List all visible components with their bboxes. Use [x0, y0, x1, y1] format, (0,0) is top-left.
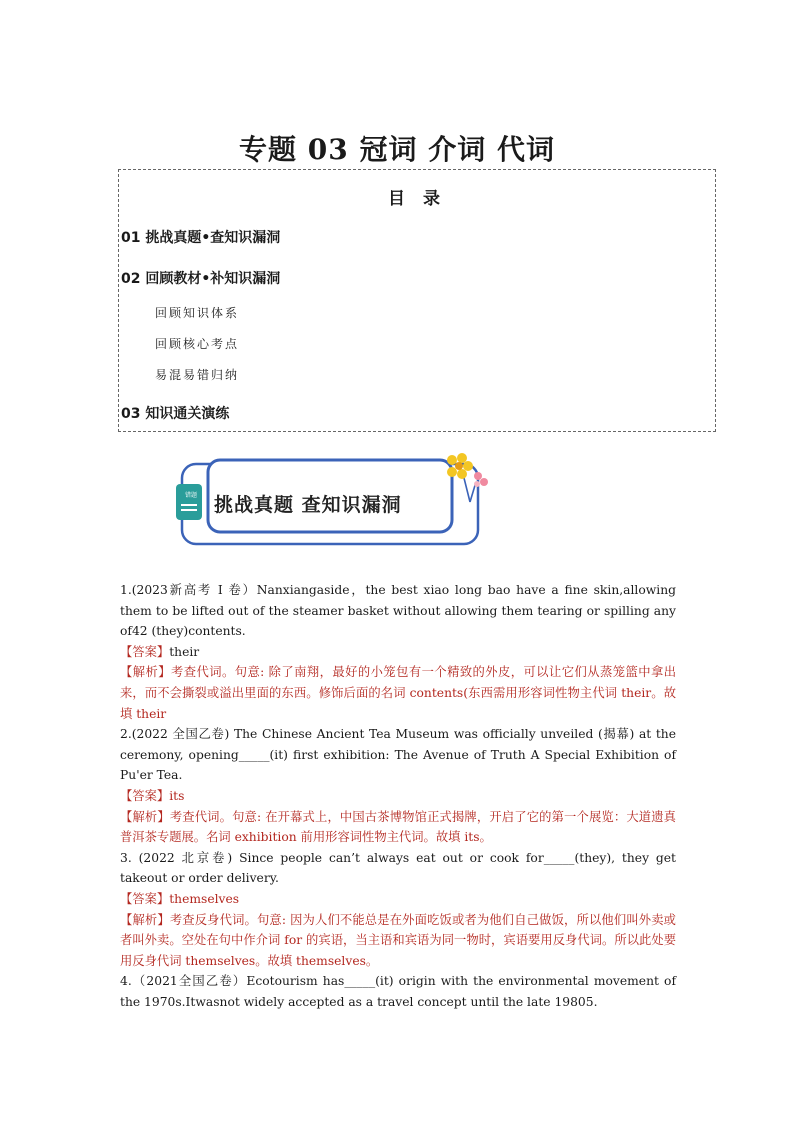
- analysis-label: 【解析】: [120, 809, 170, 824]
- toc-item-02[interactable]: 02 回顾教材•补知识漏洞: [121, 271, 281, 287]
- banner-title: 挑战真题 查知识漏洞: [214, 494, 402, 516]
- page-title: 专题 03 冠词 介词 代词: [239, 133, 555, 166]
- answer-value: its: [169, 788, 185, 803]
- toc-title: 目 录: [388, 189, 446, 209]
- answer-label: 【答案】: [120, 788, 170, 803]
- analysis-text: 考查反身代词。句意: 因为人们不能总是在外面吃饭或者为他们自己做饭，所以他们叫外卖或者叫外卖。空处在句中作介词 for 的宾语，当主语和宾语为同一物时，宾语要用反身代词。所以此处要用反身代词 themselves。故填 themselves。: [120, 912, 676, 968]
- analysis-label: 【解析】: [120, 665, 171, 680]
- toc-subitem-system[interactable]: 回顾知识体系: [155, 306, 240, 320]
- tag-label: 错题: [184, 492, 197, 499]
- toc-subitem-confusion[interactable]: 易混易错归纳: [155, 368, 240, 382]
- answer-label: 【答案】: [120, 644, 170, 659]
- table-of-contents: [118, 169, 716, 432]
- question-stem: 4.（2021全国乙卷）Ecotourism has_____(it) origin with the environmental movement of the 1970s.Itwasnot widely accepted as a travel concept until the late 19805.: [120, 974, 676, 1009]
- answer-value: themselves: [169, 891, 240, 906]
- question-stem: 2.(2022 全国乙卷) The Chinese Ancient Tea Museum was officially unveiled (揭幕) at the ceremony, opening_____(it) first exhibition: The Avenue of Truth A Special Exhibition of Pu'er Tea.: [120, 727, 676, 783]
- toc-item-01[interactable]: 01 挑战真题•查知识漏洞: [121, 230, 281, 246]
- answer-label: 【答案】: [120, 891, 170, 906]
- analysis-text: 考查代词。句意: 除了南翔，最好的小笼包有一个精致的外皮，可以让它们从蒸笼篮中拿出来，而不会撕裂或溢出里面的东西。修饰后面的名词 contents(东西需用形容词性物主代词 their。故填 their: [120, 665, 676, 721]
- question-list: [120, 580, 676, 1012]
- toc-subitem-core[interactable]: 回顾核心考点: [155, 337, 240, 351]
- question-stem: 3. (2022 北京卷) Since people can’t always eat out or cook for_____(they), they get takeout or order delivery.: [120, 850, 676, 886]
- answer-value: their: [169, 644, 200, 659]
- analysis-label: 【解析】: [120, 912, 170, 927]
- analysis-text: 考查代词。句意: 在开幕式上，中国古茶博物馆正式揭牌，开启了它的第一个展览：大道遗真普洱茶专题展。名词 exhibition 前用形容词性物主代词。故填 its。: [120, 809, 676, 845]
- toc-item-03[interactable]: 03 知识通关演练: [121, 406, 230, 422]
- question-stem: 1.(2023新高考 I 卷）Nanxiangaside，the best xiao long bao have a fine skin,allowing them to be lifted out of the steamer basket without allowing them tearing or spilling any of42 (they)contents.: [120, 583, 676, 639]
